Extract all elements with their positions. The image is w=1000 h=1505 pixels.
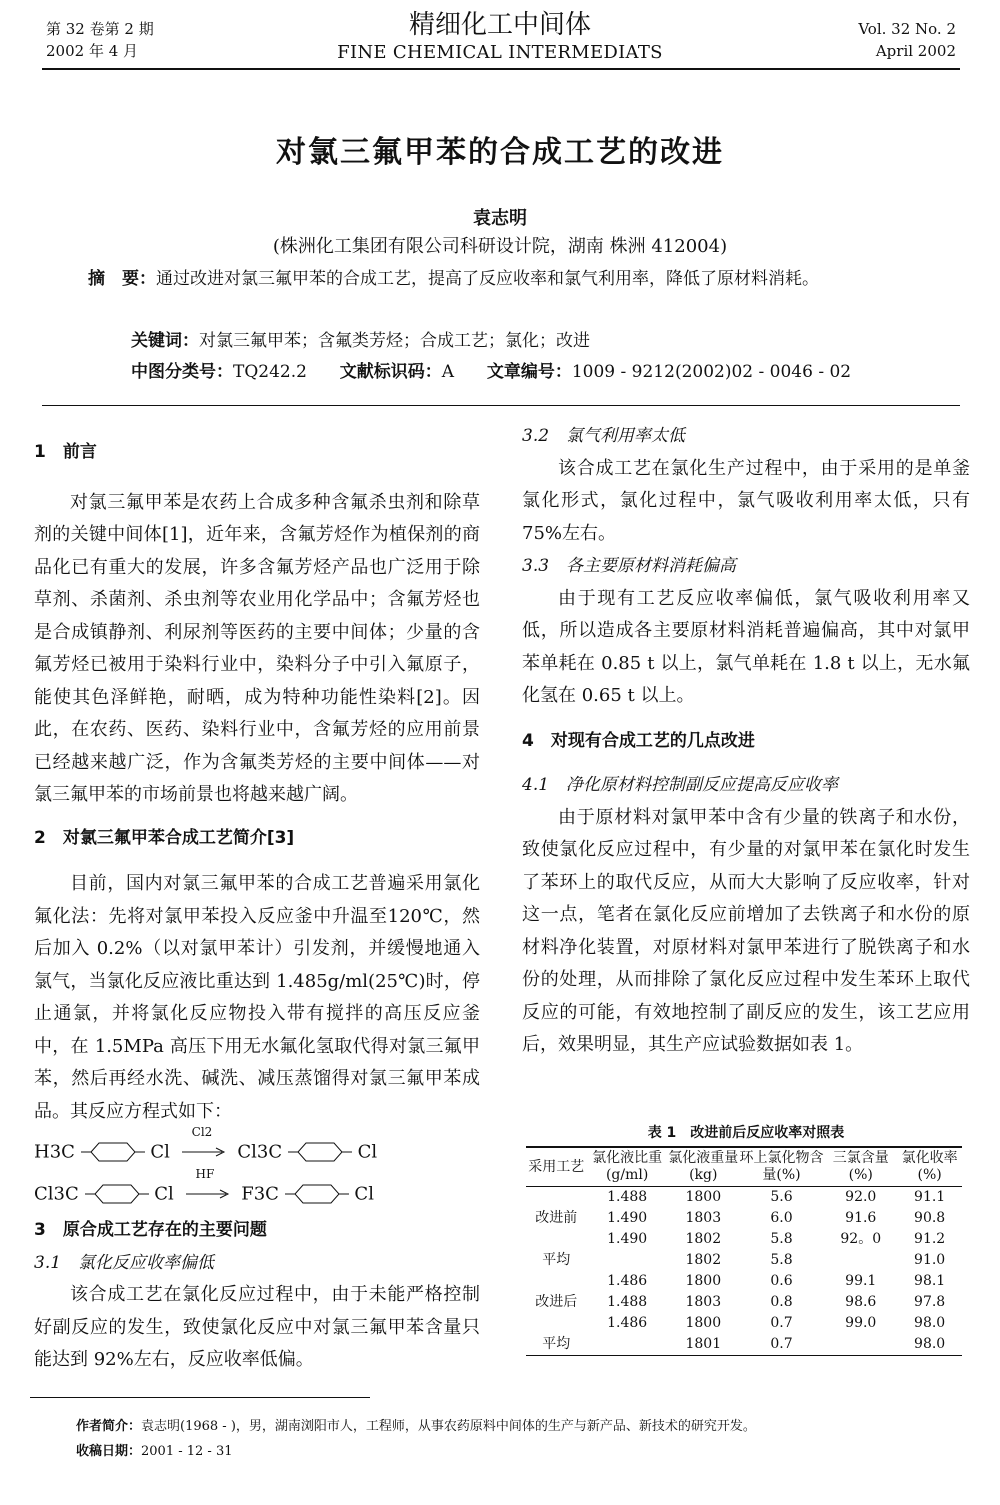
table-cell: 改进后 bbox=[535, 1294, 578, 1310]
arrow-right-icon bbox=[182, 1147, 226, 1157]
table-row bbox=[526, 1229, 962, 1250]
table-row bbox=[526, 1187, 962, 1209]
table-cell: 平均 bbox=[542, 1252, 571, 1268]
table-cell: 1802 bbox=[685, 1231, 722, 1247]
reaction-equations bbox=[34, 1125, 480, 1214]
eq2-product-cl: Cl bbox=[354, 1183, 374, 1205]
keywords-label: 关键词： bbox=[131, 331, 199, 351]
table-cell: 1.490 bbox=[607, 1210, 648, 1226]
table-cell: 97.8 bbox=[914, 1294, 946, 1310]
received-text: 2001 - 12 - 31 bbox=[141, 1444, 233, 1459]
doc-code-label: 文献标识码： bbox=[339, 362, 442, 382]
table-cell: 91.2 bbox=[914, 1231, 946, 1247]
author-bio bbox=[76, 1416, 956, 1437]
eq2-arrow bbox=[186, 1167, 230, 1211]
eq2-reagent: HF bbox=[195, 1167, 215, 1181]
benzene-ring-icon bbox=[81, 1141, 145, 1163]
table-cell bbox=[526, 1271, 586, 1292]
classification bbox=[131, 357, 951, 388]
table-1-caption: 表 1 改进前后反应收率对照表 bbox=[647, 1125, 845, 1141]
section-4-1-paragraph: 由于原材料对氯甲苯中含有少量的铁离子和水份，致使氯化反应过程中，有少量的对氯甲苯在氯化时发生了苯环上的取代反应，从而大大影响了反应收率，针对这一点，笔者在氯化反应前增加了去铁离子和水份的原材料净化装置，对原材料对氯甲苯进行了脱铁离子和水份的处理，从而排除了氯化反应过程中发生苯环上取代反应的可能，有效地控制了副反应的发生，该工艺应用后，效果明显，其生产应试验数据如表 1。 bbox=[522, 806, 970, 1055]
right-column bbox=[522, 420, 970, 1062]
article-no-label: 文章编号： bbox=[486, 362, 572, 382]
table-cell: 0.7 bbox=[770, 1336, 793, 1352]
abstract bbox=[88, 264, 918, 295]
issue-date: 2002 年 4 月 bbox=[46, 42, 139, 60]
table-cell bbox=[586, 1250, 667, 1271]
issue-info-en bbox=[858, 18, 956, 62]
table-cell bbox=[526, 1187, 586, 1209]
section-3-2-paragraph: 该合成工艺在氯化生产过程中，由于采用的是单釜氯化形式，氯化过程中，氯气吸收利用率太低，只有 75%左右。 bbox=[522, 457, 970, 544]
left-column bbox=[34, 436, 480, 1377]
table-cell: 6.0 bbox=[770, 1210, 793, 1226]
section-3-3-heading: 3.3 各主要原材料消耗偏高 bbox=[522, 556, 737, 576]
table-cell: 0.8 bbox=[770, 1294, 793, 1310]
table-cell: 0.7 bbox=[770, 1315, 793, 1331]
table-cell: 91.6 bbox=[845, 1210, 877, 1226]
section-3-3-paragraph: 由于现有工艺反应收率偏低，氯气吸收利用率又低，所以造成各主要原材料消耗普遍偏高，其中对氯甲苯单耗在 0.85 t 以上，氯气单耗在 1.8 t 以上，无水氟化氢在 0.65 t 以上。 bbox=[522, 587, 970, 706]
eq1-reagent: Cl2 bbox=[191, 1125, 213, 1139]
journal-name-en: FINE CHEMICAL INTERMEDIATS bbox=[337, 42, 663, 63]
table-cell: 1802 bbox=[685, 1252, 722, 1268]
table-1 bbox=[526, 1146, 962, 1356]
eq1-cl: Cl bbox=[150, 1141, 170, 1163]
table-cell: 1.488 bbox=[607, 1294, 648, 1310]
table-cell bbox=[824, 1250, 897, 1271]
table-cell: 98.0 bbox=[914, 1315, 946, 1331]
table-cell: 1.486 bbox=[607, 1273, 648, 1289]
table-cell: 1803 bbox=[685, 1210, 722, 1226]
journal-name-cn: 精细化工中间体 bbox=[408, 10, 591, 40]
received-label: 收稿日期： bbox=[76, 1444, 142, 1459]
table-cell: 90.8 bbox=[914, 1210, 946, 1226]
table-cell: 0.6 bbox=[770, 1273, 793, 1289]
table-header-cell: 氯化液重量(kg) bbox=[668, 1148, 739, 1187]
section-3-1-paragraph: 该合成工艺在氯化反应过程中，由于未能严格控制好副反应的发生，致使氯化反应中对氯三氟甲苯含量只能达到 92%左右，反应收率低偏。 bbox=[34, 1284, 480, 1370]
article-title: 对氯三氟甲苯的合成工艺的改进 bbox=[276, 135, 724, 170]
table-header-cell: 采用工艺 bbox=[526, 1148, 586, 1187]
section-3-1-heading: 3.1 氯化反应收率偏低 bbox=[34, 1252, 215, 1273]
table-row bbox=[526, 1292, 962, 1313]
table-cell: 1.490 bbox=[607, 1231, 648, 1247]
table-cell: 改进前 bbox=[535, 1210, 578, 1226]
eq2-cl: Cl bbox=[154, 1183, 174, 1205]
section-2-paragraph: 目前，国内对氯三氟甲苯的合成工艺普遍采用氯化氟化法：先将对氯甲苯投入反应釜中升温至120℃，然后加入 0.2%（以对氯甲苯计）引发剂，并缓慢地通入氯气，当氯化反应液比重达到 1.485g/ml(25℃)时，停止通氯，并将氯化反应物投入带有搅拌的高压反应釜中，在 1.5MPa 高压下用无水氟化氢取代得对氯三氟甲苯，然后再经水洗、碱洗、减压蒸馏得对氯三氟甲苯成品。其反应方程式如下： bbox=[34, 873, 480, 1122]
section-4-1-heading: 4.1 净化原材料控制副反应提高反应收率 bbox=[522, 775, 839, 795]
table-cell bbox=[586, 1334, 667, 1355]
table-cell: 5.6 bbox=[770, 1189, 793, 1205]
header-rule bbox=[42, 68, 960, 70]
equation-2 bbox=[34, 1167, 374, 1211]
benzene-ring-icon bbox=[288, 1141, 352, 1163]
table-cell: 1.486 bbox=[607, 1315, 648, 1331]
table-cell: 1800 bbox=[685, 1273, 722, 1289]
table-row bbox=[526, 1271, 962, 1292]
table-row bbox=[526, 1313, 962, 1334]
table-cell: 5.8 bbox=[770, 1231, 793, 1247]
table-cell: 1.488 bbox=[607, 1189, 648, 1205]
table-cell bbox=[526, 1229, 586, 1250]
footnote-rule bbox=[30, 1397, 370, 1398]
eq1-reactant-group: H3C bbox=[34, 1141, 75, 1163]
table-cell: 1800 bbox=[685, 1189, 722, 1205]
article-no-value: 1009 - 9212(2002)02 - 0046 - 02 bbox=[571, 362, 852, 382]
table-cell: 91.1 bbox=[914, 1189, 946, 1205]
table-cell: 1800 bbox=[685, 1315, 722, 1331]
bio-text: 袁志明(1968 - )，男，湖南浏阳市人，工程师，从事农药原料中间体的生产与新产品、新技术的研究开发。 bbox=[141, 1419, 756, 1434]
issue-volume: 第 32 卷第 2 期 bbox=[46, 20, 154, 38]
arrow-right-icon bbox=[186, 1189, 230, 1199]
table-cell: 98.1 bbox=[914, 1273, 946, 1289]
table-row bbox=[526, 1250, 962, 1271]
table-cell: 92。0 bbox=[840, 1231, 882, 1247]
journal-name bbox=[0, 8, 1000, 64]
table-row bbox=[526, 1208, 962, 1229]
table-cell: 98.0 bbox=[914, 1336, 946, 1352]
table-header-cell: 三氯含量(%) bbox=[824, 1148, 897, 1187]
section-2-heading: 2 对氯三氟甲苯合成工艺简介[3] bbox=[34, 827, 295, 848]
doc-code-value: A bbox=[441, 362, 455, 382]
eq2-product-group: F3C bbox=[241, 1183, 279, 1205]
abstract-label: 摘 要： bbox=[88, 269, 156, 289]
table-cell: 1803 bbox=[685, 1294, 722, 1310]
table-cell: 91.0 bbox=[914, 1252, 946, 1268]
author-name: 袁志明 bbox=[473, 208, 527, 229]
table-cell: 平均 bbox=[542, 1336, 571, 1352]
keywords-text: 对氯三氟甲苯；含氟类芳烃；合成工艺；氯化；改进 bbox=[199, 331, 590, 351]
abstract-rule bbox=[42, 405, 960, 406]
issue-date-en: April 2002 bbox=[875, 42, 956, 60]
benzene-ring-icon bbox=[285, 1183, 349, 1205]
table-cell: 5.8 bbox=[770, 1252, 793, 1268]
received-date bbox=[76, 1441, 956, 1462]
table-cell bbox=[526, 1313, 586, 1334]
class-label: 中图分类号： bbox=[131, 362, 233, 382]
table-cell: 99.1 bbox=[845, 1273, 877, 1289]
section-1-heading: 1 前言 bbox=[34, 442, 97, 462]
table-header-row bbox=[526, 1148, 962, 1187]
section-1-paragraph: 对氯三氟甲苯是农药上合成多种含氟杀虫剂和除草剂的关键中间体[1]，近年来，含氟芳烃作为植保剂的商品化已有重大的发展，许多含氟芳烃产品也广泛用于除草剂、杀菌剂、杀虫剂等农业用化学品中；含氟芳烃也是合成镇静剂、利尿剂等医药的主要中间体；少量的含氟芳烃已被用于染料行业中，染料分子中引入氟原子，能使其色泽鲜艳，耐晒，成为特种功能性染料[2]。因此，在农药、医药、染料行业中，含氟芳烃的应用前景已经越来越广泛，作为含氟类芳烃的主要中间体——对氯三氟甲苯的市场前景也将越来越广阔。 bbox=[34, 491, 480, 805]
table-cell: 92.0 bbox=[845, 1189, 877, 1205]
table-header-cell: 环上氯化物含量(%) bbox=[739, 1148, 825, 1187]
table-cell bbox=[824, 1334, 897, 1355]
benzene-ring-icon bbox=[85, 1183, 149, 1205]
eq1-product-cl: Cl bbox=[357, 1141, 378, 1163]
keywords bbox=[131, 326, 931, 357]
table-header-cell: 氯化收率(%) bbox=[897, 1148, 962, 1187]
table-cell: 99.0 bbox=[845, 1315, 877, 1331]
bio-label: 作者简介： bbox=[76, 1419, 142, 1434]
issue-volume-en: Vol. 32 No. 2 bbox=[858, 20, 956, 38]
class-value: TQ242.2 bbox=[233, 362, 307, 382]
abstract-text: 通过改进对氯三氟甲苯的合成工艺，提高了反应收率和氯气利用率，降低了原材料消耗。 bbox=[156, 269, 819, 289]
section-3-2-heading: 3.2 氯气利用率太低 bbox=[522, 426, 686, 446]
author-affiliation: (株洲化工集团有限公司科研设计院，湖南 株洲 412004) bbox=[272, 236, 728, 257]
section-3-heading: 3 原合成工艺存在的主要问题 bbox=[34, 1220, 267, 1240]
table-cell: 98.6 bbox=[845, 1294, 877, 1310]
section-4-heading: 4 对现有合成工艺的几点改进 bbox=[522, 730, 755, 751]
table-1-grid bbox=[526, 1148, 962, 1355]
table-cell: 1801 bbox=[685, 1336, 722, 1352]
table-header-cell: 氯化液比重(g/ml) bbox=[586, 1148, 667, 1187]
eq2-reactant-group: Cl3C bbox=[34, 1183, 79, 1205]
eq1-product-group: Cl3C bbox=[237, 1141, 283, 1163]
table-row bbox=[526, 1334, 962, 1355]
